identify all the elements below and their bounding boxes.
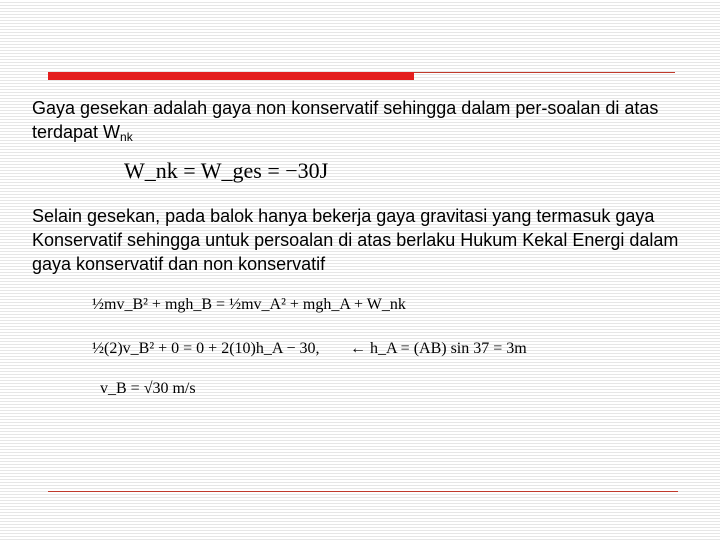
paragraph-nonconservative: [32, 96, 712, 144]
title-accent-line: [414, 72, 675, 73]
equation-substituted-text: ½(2)v_B² + 0 = 0 + 2(10)h_A − 30,: [92, 340, 320, 357]
equation-substituted: [92, 340, 320, 358]
equation-energy-conservation-text: ½mv_B² + mgh_B = ½mv_A² + mgh_A + W_nk: [92, 296, 406, 313]
equation-height-note: [350, 340, 527, 358]
equation-wnk-text: W_nk = W_ges = −30J: [124, 158, 329, 183]
footer-line: [48, 491, 678, 492]
equation-wnk: [124, 158, 328, 184]
paragraph-energy-law: Selain gesekan, pada balok hanya bekerja gaya gravitasi yang termasuk gaya Konservatif sehingga untuk persoalan di atas berlaku Hukum Kekal Energi dalam gaya konservatif dan non konservatif: [32, 206, 679, 274]
paragraph-nonconservative-text: Gaya gesekan adalah gaya non konservatif sehingga dalam per-soalan di atas terdapat W: [32, 98, 659, 142]
equation-result: [100, 380, 196, 398]
equation-energy-conservation: [92, 296, 406, 314]
equation-height-note-text: ← h_A = (AB) sin 37 = 3m: [350, 340, 527, 357]
title-accent-bar: [48, 72, 414, 80]
equation-result-text: v_B = √30 m/s: [100, 380, 196, 397]
paragraph-nonconservative-subscript: nk: [120, 130, 133, 144]
